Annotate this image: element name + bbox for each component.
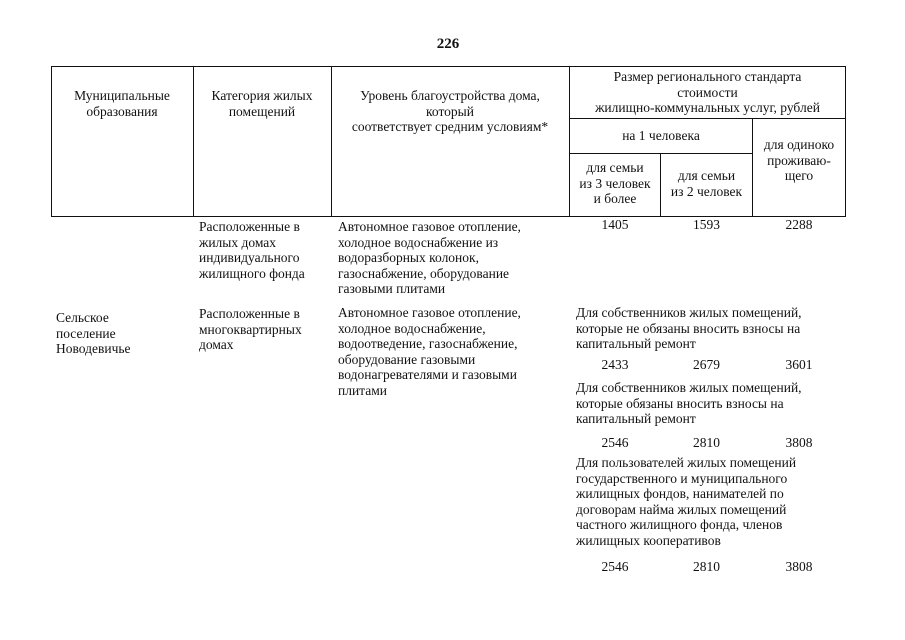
row2-comfort-level [338,305,521,398]
cell-text-line: жилых домах [199,234,277,250]
header-text-line: соответствует средним условиям* [351,119,549,134]
cell-text-line: холодное водоснабжение, [338,320,486,336]
row1-value-family3: 1405 [601,217,629,232]
row2-group2-note [576,380,802,427]
header-text-line: для одиноко [763,137,835,152]
row2-group3-value-single: 3808 [785,559,813,574]
cell-text-line: индивидуального [199,250,300,265]
header-text-line: Категория жилых [211,88,313,103]
header-text-line: Размер регионального стандарта [613,69,802,84]
cell-text-line: капитальный ремонт [576,336,696,351]
header-text-line: для семьи [586,160,644,175]
cell-text-line: государственного и муниципального [576,470,788,486]
row2-group3-value-family2: 2810 [693,559,720,574]
row2-group3-value-family3: 2546 [601,559,629,574]
cell-text-line: водоразборных колонок, [338,250,479,265]
cell-text-line: жилищных фондов, нанимателей по [576,486,784,501]
cell-text-line: Расположенные в [199,219,300,234]
cell-text-line: газовыми плитами [338,281,446,296]
cell-text-line: Новодевичье [56,341,131,356]
cell-text-line: Сельское [56,310,109,325]
row2-group1-value-family3: 2433 [601,357,629,372]
header-text-line: Уровень благоустройства дома, [360,88,540,103]
cell-text-line: которые не обязаны вносить взносы на [576,320,801,336]
cell-text-line: оборудование газовыми [338,351,476,367]
cell-text-line: Для пользователей жилых помещений [576,455,797,470]
header-text-line: стоимости [677,84,738,100]
header-text-line: и более [593,191,637,206]
row2-group1-value-family2: 2679 [693,357,720,372]
header-text-line: проживаю- [767,152,831,168]
header-text-line: из 2 человек [670,183,743,199]
cell-text-line: договорам найма жилых помещений [576,501,787,517]
header-single [753,137,845,184]
row1-category [199,219,305,281]
row2-municipality [56,310,131,357]
header-divider-line [569,118,845,119]
header-text-line: для семьи [677,168,736,183]
page-number: 226 [436,36,460,52]
row2-group2-value-single: 3808 [785,435,813,450]
header-family-3 [570,160,660,207]
table-right-border [845,66,846,217]
header-per-person: на 1 человека [622,128,700,143]
cell-text-line: Для собственников жилых помещений, [576,380,802,395]
header-text-line: из 3 человек [579,175,651,191]
row1-value-single: 2288 [785,217,813,232]
row2-category [199,306,302,353]
cell-text-line: Автономное газовое отопление, [338,219,521,234]
header-text-line: Муниципальные [74,88,170,103]
header-text-line: который [426,103,474,119]
cell-text-line: Для собственников жилых помещений, [576,305,802,320]
header-family-2 [661,168,752,199]
header-standard-size [570,69,845,116]
header-category [194,88,330,119]
cell-text-line: холодное водоснабжение из [338,234,499,250]
row2-group1-value-single: 3601 [785,357,813,372]
cell-text-line: поселение [56,325,116,341]
cell-text-line: жилищного фонда [199,265,305,281]
cell-text-line: плитами [338,382,388,398]
cell-text-line: газоснабжение, оборудование [338,265,510,281]
row2-group3-note [576,455,796,548]
cell-text-line: капитальный ремонт [576,411,696,426]
cell-text-line: которые обязаны вносить взносы на [576,395,784,411]
row2-group1-note [576,305,802,352]
header-municipality [52,88,192,119]
header-comfort-level [332,88,568,135]
cell-text-line: частного жилищного фонда, членов [576,517,783,532]
cell-text-line: Расположенные в [199,306,300,321]
header-text-line: помещений [228,103,296,119]
cell-text-line: многоквартирных [199,321,302,337]
table-top-border [51,66,845,67]
row1-comfort-level [338,219,521,297]
header-text-line: образования [86,103,158,119]
cell-text-line: водонагревателями и газовыми [338,367,517,382]
header-text-line: щего [784,168,814,183]
cell-text-line: домах [199,337,234,352]
cell-text-line: водоотведение, газоснабжение, [338,336,518,351]
row2-group2-value-family3: 2546 [601,435,629,450]
header-text-line: жилищно-коммунальных услуг, рублей [595,100,820,115]
cell-text-line: Автономное газовое отопление, [338,305,521,320]
cell-text-line: жилищных кооперативов [576,532,721,548]
row2-group2-value-family2: 2810 [693,435,720,450]
row1-value-family2: 1593 [693,217,720,232]
